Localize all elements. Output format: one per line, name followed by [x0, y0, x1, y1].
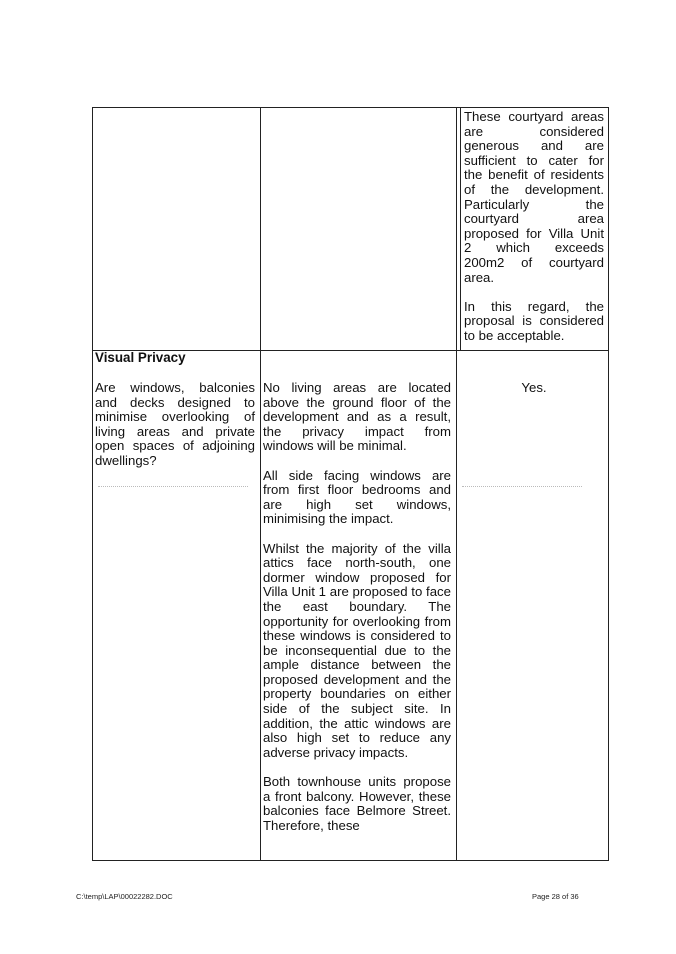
scan-speck [462, 486, 582, 488]
scan-speck [98, 486, 248, 488]
table-top-border [92, 107, 609, 108]
column-divider-1 [260, 107, 261, 861]
assessment-paragraph-2: All side facing windows are from first floor bedrooms and are high set windows, minimising the impact. [263, 467, 451, 527]
courtyard-assessment-cell [464, 110, 604, 344]
assessment-paragraph-4: Both townhouse units propose a front balcony. However, these balconies face Belmore Street. Therefore, these [263, 774, 451, 833]
courtyard-paragraph: These courtyard areas are considered generous and are sufficient to cater for the benefit of residents of the development. Particularly the courtyard area proposed for Villa Unit 2 which exceeds 200m2 of courtyard area. [464, 109, 604, 285]
assessment-paragraph-1: No living areas are located above the ground floor of the development and as a result, the privacy impact from windows will be minimal. [263, 380, 451, 454]
table-right-border [608, 107, 609, 861]
acceptance-paragraph: In this regard, the proposal is considered to be acceptable. [464, 298, 604, 343]
visual-privacy-heading: Visual Privacy [95, 350, 186, 365]
compliance-answer: Yes. [521, 380, 547, 395]
assessment-paragraph-3: Whilst the majority of the villa attics face north-south, one dormer window proposed for Villa Unit 1 are proposed to face the east boundary. The opportunity for overlooking from these windows is considered to be inconsequential due to the ample distance between the proposed development and the property boundaries on either side of the subject site. In addition, the attic windows are also high set to reduce any adverse privacy impacts. [263, 540, 451, 760]
visual-privacy-assessment-cell [263, 381, 451, 833]
footer-file-path: C:\temp\LAP\00022282.DOC [76, 892, 173, 901]
footer-page-number: Page 28 of 36 [532, 892, 579, 901]
table-left-border [92, 107, 93, 861]
column-3-inner-line [460, 107, 461, 350]
table-bottom-border [92, 860, 609, 861]
column-divider-2 [456, 107, 457, 861]
visual-privacy-question: Are windows, balconies and decks designed to minimise overlooking of living areas and private open spaces of adjoining dwellings? [95, 380, 255, 468]
